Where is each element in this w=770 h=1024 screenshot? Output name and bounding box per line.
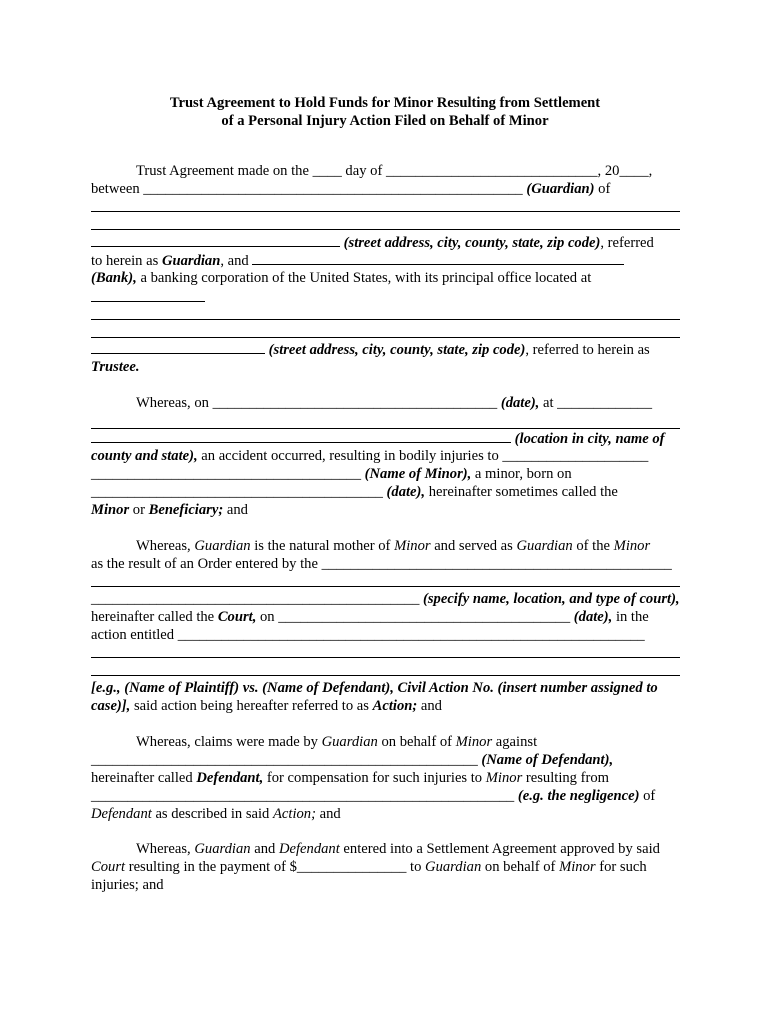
blank-line [91, 211, 680, 212]
p5-line-b: Court resulting in the payment of $_______________ to Guardian on behalf of Minor for such [91, 859, 647, 875]
p1-line-f: (Bank), a banking corporation of the United States, with its principal office located at [91, 270, 592, 286]
p4-line-e: Defendant as described in said Action; and [91, 806, 341, 822]
p1-line-d: (street address, city, county, state, zip code), referred [91, 233, 681, 251]
blank-line [91, 657, 680, 658]
blank-line [91, 675, 680, 676]
p2-line-a: Whereas, on _______________________________________ (date), at _____________ [136, 395, 653, 411]
p2-line-d: county and state), an accident occurred, resulting in bodily injuries to ____________________ [91, 448, 649, 464]
p4-line-c: hereinafter called Defendant, for compensation for such injuries to Minor resulting from [91, 770, 609, 786]
blank-field [91, 429, 511, 443]
p4-line-d: __________________________________________________________ (e.g. the negligence) of [91, 788, 656, 804]
p2-line-f: ________________________________________ (date), hereinafter sometimes called the [91, 484, 618, 500]
p1-line-b: between ____________________________________________________ (Guardian) of [91, 181, 611, 197]
blank-field [91, 233, 340, 247]
blank-field [252, 251, 624, 265]
p1-line-a: Trust Agreement made on the ____ day of _____________________________, 20____, [136, 163, 653, 179]
court-label: Court, [217, 609, 257, 625]
p3-line-f: action entitled ________________________________________________________________ [91, 627, 645, 643]
blank-line [91, 337, 680, 338]
document-title [0, 94, 770, 130]
p3-line-i: [e.g., (Name of Plaintiff) vs. (Name of Defendant), Civil Action No. (insert number assigned to [91, 680, 658, 696]
guardian-label: (Guardian) [526, 181, 595, 197]
p3-line-b: as the result of an Order entered by the ________________________________________________ [91, 556, 672, 572]
p4-line-a: Whereas, claims were made by Guardian on behalf of Minor against [136, 734, 538, 750]
p3-line-e: hereinafter called the Court, on ________________________________________ (date), in the [91, 609, 649, 625]
p1-line-e: to herein as Guardian, and [91, 251, 681, 269]
p3-line-j: case)], said action being hereafter referred to as Action; and [91, 698, 442, 714]
p1-line-j [91, 358, 681, 376]
blank-line [91, 301, 205, 302]
p5-line-a: Whereas, Guardian and Defendant entered into a Settlement Agreement approved by said [136, 841, 660, 857]
p1-line-i: (street address, city, county, state, zip code), referred to herein as [91, 340, 681, 358]
defendant-label: Defendant, [196, 770, 264, 786]
p4-line-b: _____________________________________________________ (Name of Defendant), [91, 752, 614, 768]
p3-line-d: _____________________________________________ (specify name, location, and type of court), [91, 591, 680, 607]
p3-line-a: Whereas, Guardian is the natural mother of Minor and served as Guardian of the Minor [136, 538, 651, 554]
blank-field [91, 340, 265, 354]
title-line-2: of a Personal Injury Action Filed on Behalf of Minor [221, 113, 549, 129]
p5-line-c: injuries; and [91, 877, 164, 893]
trustee-label: Trustee. [91, 359, 140, 375]
blank-line [91, 319, 680, 320]
blank-line [91, 229, 680, 230]
p2-line-g: Minor or Beneficiary; and [91, 502, 248, 518]
p2-line-c: (location in city, name of [91, 429, 681, 447]
blank-line [91, 586, 680, 587]
p2-line-e: _____________________________________ (Name of Minor), a minor, born on [91, 466, 572, 482]
title-line-1: Trust Agreement to Hold Funds for Minor Resulting from Settlement [169, 95, 601, 111]
